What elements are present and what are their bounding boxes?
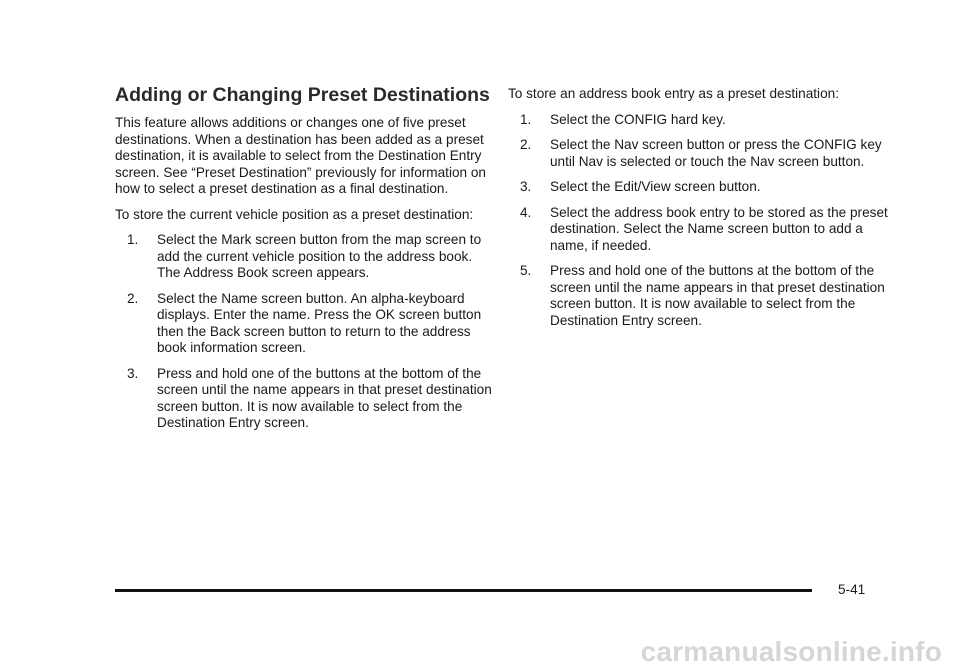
step-number: 4. (520, 204, 532, 220)
step-text: Select the CONFIG hard key. (550, 111, 726, 127)
step-number: 3. (127, 365, 139, 381)
list-item (520, 137, 893, 170)
section-heading: Adding or Changing Preset Destinations (115, 84, 490, 106)
list-item (127, 232, 495, 282)
step-text: Press and hold one of the buttons at the bottom of the screen until the name appears in that preset destination screen button. It is now available to select from the Destination Entry screen. (157, 365, 492, 430)
list-item (520, 179, 893, 196)
step-number: 5. (520, 263, 532, 278)
step-text: Select the Edit/View screen button. (550, 179, 761, 194)
step-text: Select the Nav screen button or press the CONFIG key until Nav is selected or touch the Nav screen button. (550, 137, 882, 169)
step-number: 1. (127, 232, 139, 247)
list-item (520, 205, 893, 255)
intro-paragraph: This feature allows additions or changes one of five preset destinations. When a destination has been added as a preset destination, it is available to select from the Destination Entry screen. See “Preset Destination” previously for information on how to select a preset destination as a final destination. (115, 115, 486, 196)
right-column (508, 86, 893, 338)
step-number: 2. (127, 290, 139, 306)
list-item (520, 112, 893, 129)
left-column (115, 84, 495, 441)
watermark: carmanualsonline.info (640, 636, 942, 667)
step-number: 2. (520, 137, 532, 152)
address-book-steps (508, 112, 893, 330)
list-item (520, 263, 893, 329)
step-text: Select the Name screen button. An alpha-keyboard displays. Enter the name. Press the OK screen button then the Back screen button to return to the address book information screen. (157, 290, 482, 355)
list-item (127, 366, 495, 432)
step-number: 1. (520, 111, 532, 127)
step-number: 3. (520, 179, 532, 194)
step-text: Select the Mark screen button from the map screen to add the current vehicle position to the address book. The Address Book screen appears. (157, 232, 482, 280)
address-book-lead: To store an address book entry as a preset destination: (508, 86, 839, 101)
current-position-lead: To store the current vehicle position as a preset destination: (115, 206, 474, 222)
page-number: 5-41 (838, 582, 866, 597)
list-item (127, 291, 495, 357)
footer-rule (115, 589, 812, 592)
step-text: Select the address book entry to be stored as the preset destination. Select the Name screen button to add a name, if needed. (550, 204, 888, 253)
current-position-steps (115, 232, 495, 432)
step-text: Press and hold one of the buttons at the bottom of the screen until the name appears in that preset destination screen button. It is now available to select from the Destination Entry screen. (550, 263, 885, 328)
